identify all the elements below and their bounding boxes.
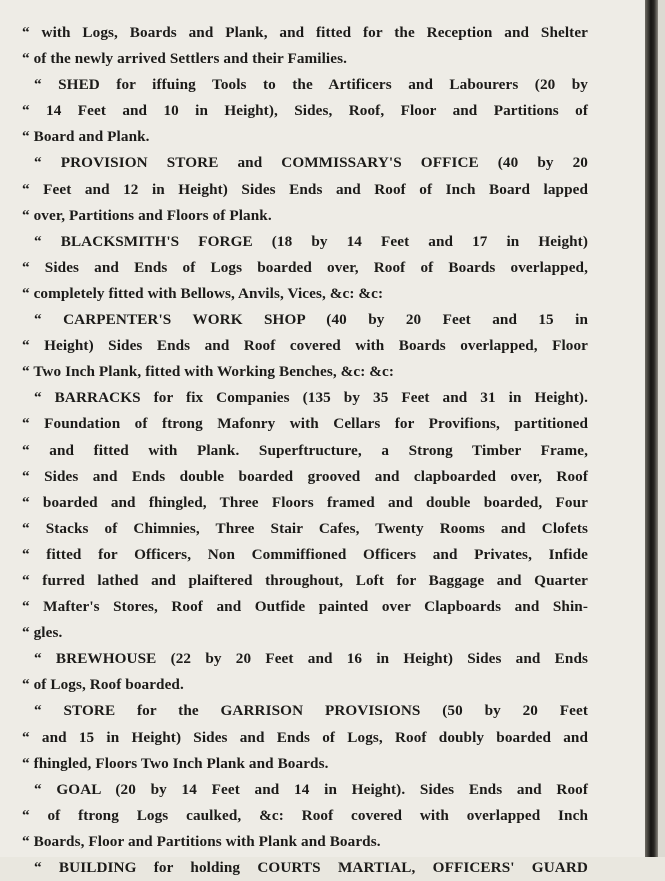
text-line: “ Two Inch Plank, fitted with Working Benches, &c: &c: [22, 363, 395, 381]
text-line: “ Mafter's Stores, Roof and Outfide painted over Clapboards and Shin- [22, 598, 588, 616]
text-line: “ BUILDING for holding COURTS MARTIAL, OFFICERS' GUARD [34, 859, 588, 876]
text-line: “ BREWHOUSE (22 by 20 Feet and 16 in Height) Sides and Ends [34, 650, 588, 668]
text-line: “ Sides and Ends of Logs boarded over, Roof of Boards overlapped, [22, 258, 588, 276]
text-line: “ STORE for the GARRISON PROVISIONS (50 by 20 Feet [34, 702, 588, 720]
book-gutter [645, 0, 658, 857]
text-line: “ Feet and 12 in Height) Sides Ends and Roof of Inch Board lapped [22, 180, 588, 198]
text-line: “ with Logs, Boards and Plank, and fitted for the Reception and Shelter [22, 24, 588, 41]
text-line: “ CARPENTER'S WORK SHOP (40 by 20 Feet and 15 in [34, 311, 588, 329]
text-line: “ Stacks of Chimnies, Three Stair Cafes, Twenty Rooms and Clofets [22, 519, 588, 537]
text-line: “ 14 Feet and 10 in Height), Sides, Roof, Floor and Partitions of [22, 102, 588, 120]
text-line: “ GOAL (20 by 14 Feet and 14 in Height). Sides Ends and Roof [34, 780, 588, 798]
text-line: “ fhingled, Floors Two Inch Plank and Boards. [22, 754, 329, 772]
text-line: “ boarded and fhingled, Three Floors framed and double boarded, Four [22, 493, 588, 511]
page-text [22, 20, 588, 876]
text-line: “ of the newly arrived Settlers and their Families. [22, 50, 347, 68]
text-line: “ Board and Plank. [22, 128, 150, 146]
text-line: “ gles. [22, 624, 63, 642]
text-line: “ Boards, Floor and Partitions with Plank and Boards. [22, 832, 381, 850]
text-line: “ furred lathed and plaiftered throughout, Loft for Baggage and Quarter [22, 571, 588, 589]
adjacent-page-edge [658, 0, 665, 857]
text-line: “ SHED for iffuing Tools to the Artificers and Labourers (20 by [34, 76, 588, 94]
text-line: “ of Logs, Roof boarded. [22, 676, 184, 694]
text-line: “ Sides and Ends double boarded grooved and clapboarded over, Roof [22, 467, 588, 485]
text-line: “ and fitted with Plank. Superftructure, a Strong Timber Frame, [22, 441, 588, 459]
text-line: “ BLACKSMITH'S FORGE (18 by 14 Feet and 17 in Height) [34, 232, 588, 250]
text-line: “ PROVISION STORE and COMMISSARY'S OFFICE (40 by 20 [34, 154, 588, 172]
text-line: “ Height) Sides Ends and Roof covered with Boards overlapped, Floor [22, 337, 588, 355]
text-line: “ over, Partitions and Floors of Plank. [22, 206, 272, 224]
text-line: “ of ftrong Logs caulked, &c: Roof covered with overlapped Inch [22, 806, 588, 824]
text-line: “ Foundation of ftrong Mafonry with Cellars for Provifions, partitioned [22, 415, 588, 433]
text-line: “ BARRACKS for fix Companies (135 by 35 Feet and 31 in Height). [34, 389, 588, 407]
text-line: “ completely fitted with Bellows, Anvils, Vices, &c: &c: [22, 284, 384, 302]
text-line: “ and 15 in Height) Sides and Ends of Logs, Roof doubly boarded and [22, 728, 588, 746]
text-line: “ fitted for Officers, Non Commiffioned Officers and Privates, Infide [22, 545, 588, 563]
